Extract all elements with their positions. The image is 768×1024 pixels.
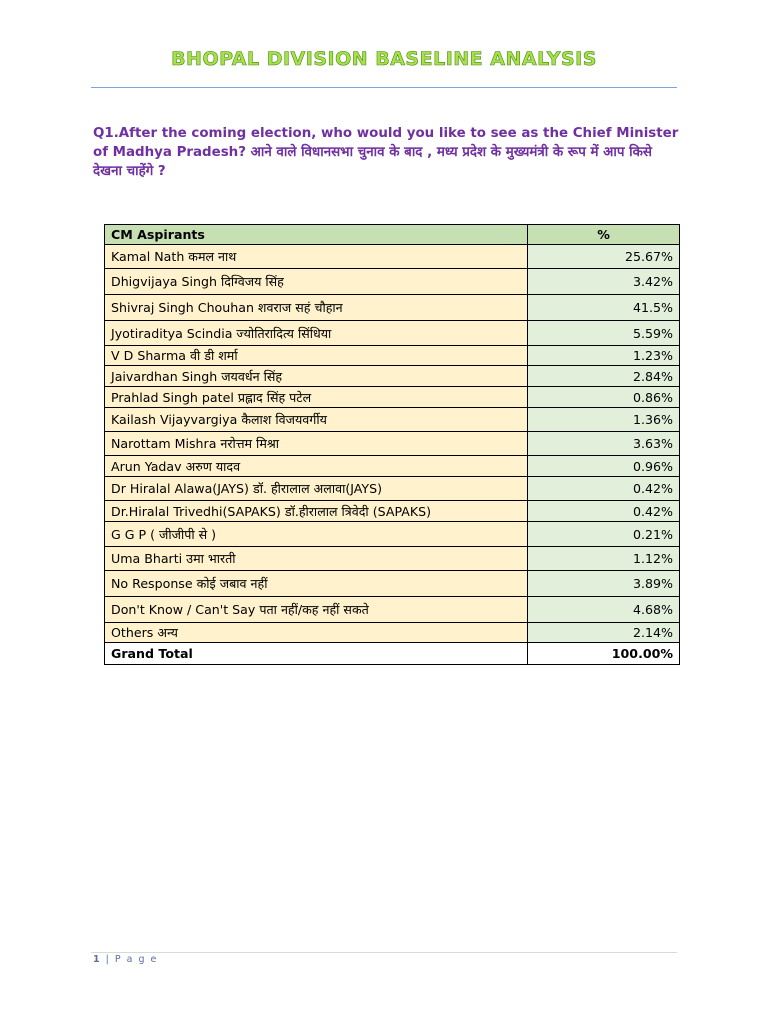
aspirant-percent-cell: 3.63%	[528, 432, 680, 456]
page-number: 1	[93, 954, 102, 965]
aspirant-percent-cell: 1.23%	[528, 346, 680, 366]
table-row	[105, 456, 680, 477]
aspirant-name-cell: Kamal Nath कमल नाथ	[105, 245, 528, 269]
aspirant-percent-cell: 3.42%	[528, 269, 680, 295]
aspirant-name-cell: G G P ( जीजीपी से )	[105, 522, 528, 547]
aspirant-name-cell: Dhigvijaya Singh दिग्विजय सिंह	[105, 269, 528, 295]
table-row	[105, 477, 680, 501]
aspirant-percent-cell: 25.67%	[528, 245, 680, 269]
footer-divider	[91, 952, 677, 953]
table-row	[105, 245, 680, 269]
grand-total-label: Grand Total	[105, 643, 528, 665]
cm-aspirants-table	[104, 224, 680, 665]
table-row	[105, 269, 680, 295]
aspirant-name-cell: Jyotiraditya Scindia ज्योतिरादित्य सिंधिया	[105, 321, 528, 346]
table-row	[105, 522, 680, 547]
table-row	[105, 408, 680, 432]
table-row	[105, 387, 680, 408]
aspirant-name-cell: Uma Bharti उमा भारती	[105, 547, 528, 571]
table-row	[105, 346, 680, 366]
grand-total-percent: 100.00%	[528, 643, 680, 665]
aspirant-name-cell: Narottam Mishra नरोत्तम मिश्रा	[105, 432, 528, 456]
grand-total-row	[105, 643, 680, 665]
page-label: | P a g e	[105, 954, 158, 965]
aspirant-percent-cell: 0.96%	[528, 456, 680, 477]
title-divider	[91, 87, 677, 88]
document-title: BHOPAL DIVISION BASELINE ANALYSIS	[171, 48, 597, 70]
aspirant-percent-cell: 2.84%	[528, 366, 680, 387]
aspirant-name-cell: Don't Know / Can't Say पता नहीं/कह नहीं सकते	[105, 597, 528, 623]
table-row	[105, 623, 680, 643]
header-percent: %	[528, 225, 680, 245]
header-cm-aspirants: CM Aspirants	[105, 225, 528, 245]
aspirant-percent-cell: 0.86%	[528, 387, 680, 408]
table-row	[105, 321, 680, 346]
aspirant-percent-cell: 3.89%	[528, 571, 680, 597]
table-body	[105, 245, 680, 665]
question-text: Q1.After the coming election, who would you like to see as the Chief Minister of Madhya Pradesh? आने वाले विधानसभा चुनाव के बाद , मध्य प्रदेश के मुख्यमंत्री के रूप में आप किसे देखना चाहेंगे ?	[93, 126, 679, 179]
table-header-row	[105, 225, 680, 245]
aspirant-name-cell: Dr.Hiralal Trivedhi(SAPAKS) डॉ.हीरालाल त्रिवेदी (SAPAKS)	[105, 501, 528, 522]
page-footer	[93, 954, 158, 965]
table-row	[105, 571, 680, 597]
table-row	[105, 366, 680, 387]
aspirant-percent-cell: 41.5%	[528, 295, 680, 321]
table-row	[105, 295, 680, 321]
aspirant-percent-cell: 0.42%	[528, 477, 680, 501]
aspirant-name-cell: V D Sharma वी डी शर्मा	[105, 346, 528, 366]
aspirant-name-cell: Others अन्य	[105, 623, 528, 643]
aspirant-name-cell: Shivraj Singh Chouhan शवराज सहं चौहान	[105, 295, 528, 321]
aspirant-name-cell: No Response कोई जबाव नहीं	[105, 571, 528, 597]
aspirant-name-cell: Arun Yadav अरुण यादव	[105, 456, 528, 477]
aspirant-percent-cell: 0.42%	[528, 501, 680, 522]
aspirant-percent-cell: 4.68%	[528, 597, 680, 623]
aspirant-percent-cell: 1.36%	[528, 408, 680, 432]
aspirant-percent-cell: 5.59%	[528, 321, 680, 346]
aspirant-percent-cell: 0.21%	[528, 522, 680, 547]
aspirant-percent-cell: 1.12%	[528, 547, 680, 571]
aspirant-percent-cell: 2.14%	[528, 623, 680, 643]
table-row	[105, 597, 680, 623]
aspirant-name-cell: Dr Hiralal Alawa(JAYS) डॉ. हीरालाल अलावा(JAYS)	[105, 477, 528, 501]
aspirant-name-cell: Jaivardhan Singh जयवर्धन सिंह	[105, 366, 528, 387]
aspirant-name-cell: Prahlad Singh patel प्रह्लाद सिंह पटेल	[105, 387, 528, 408]
table-row	[105, 432, 680, 456]
table-row	[105, 501, 680, 522]
aspirant-name-cell: Kailash Vijayvargiya कैलाश विजयवर्गीय	[105, 408, 528, 432]
table-row	[105, 547, 680, 571]
